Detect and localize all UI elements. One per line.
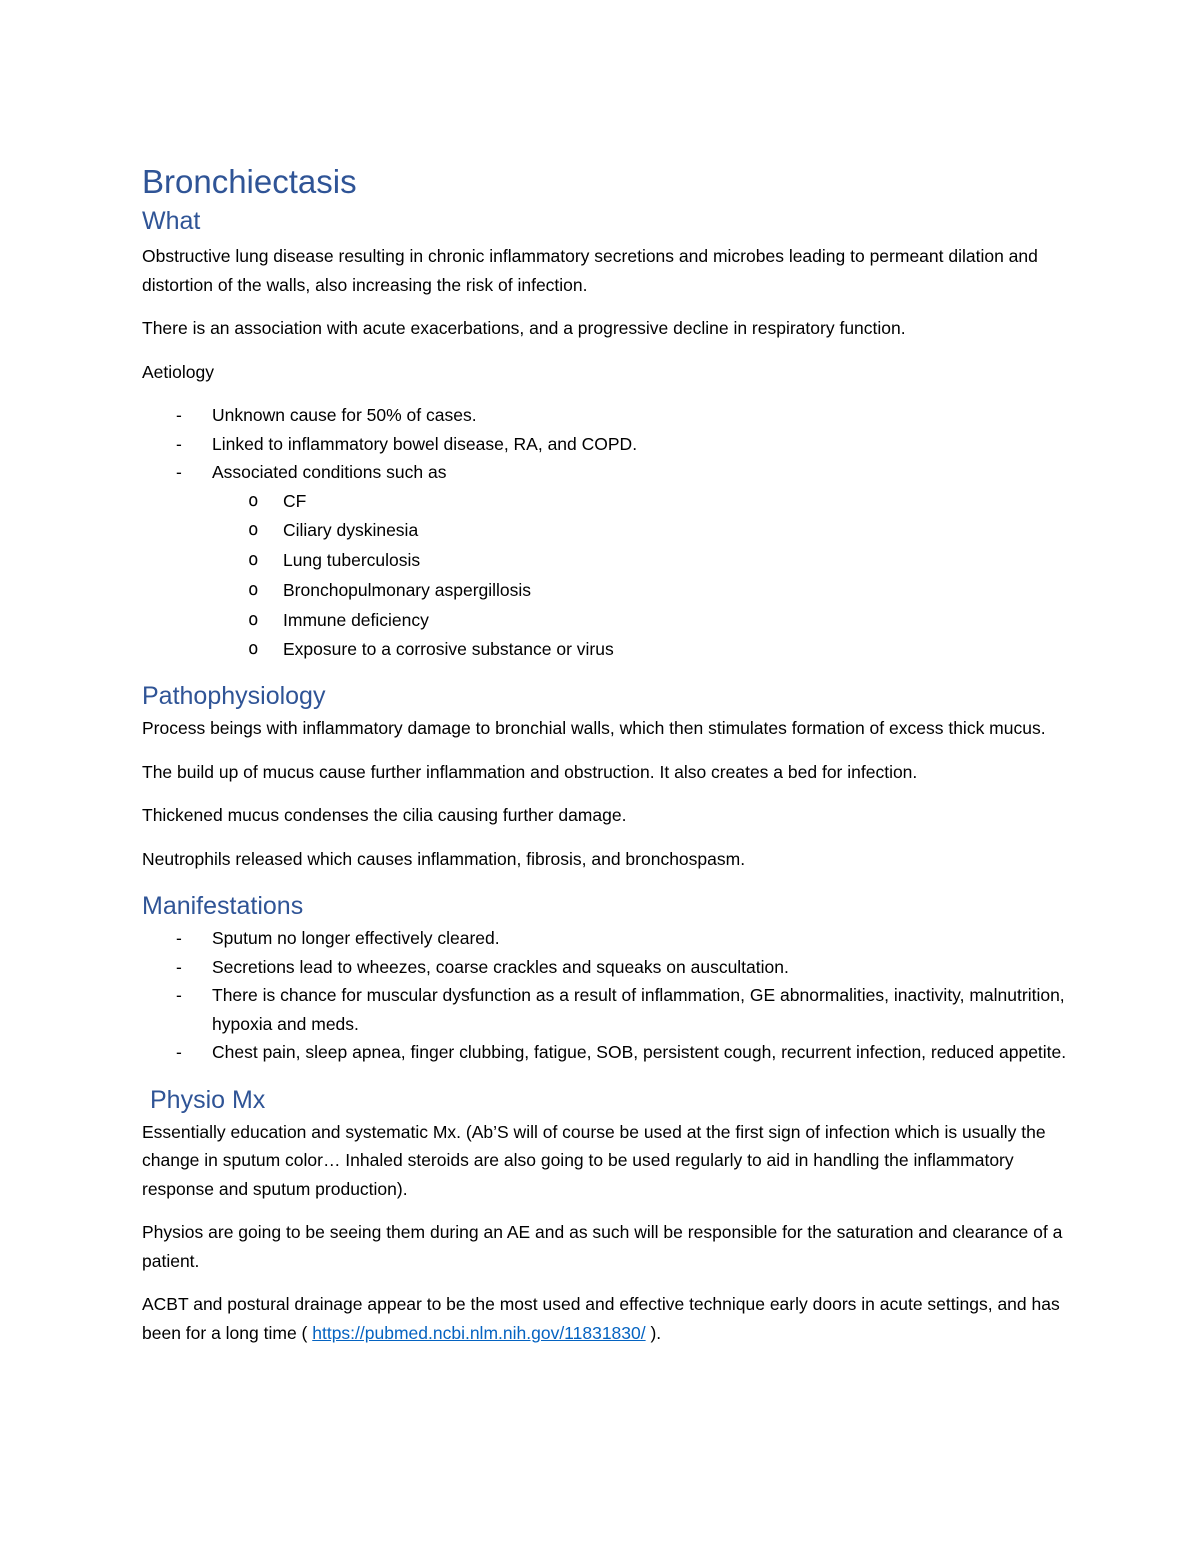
what-paragraph-1: Obstructive lung disease resulting in chronic inflammatory secretions and microbes leading to permeant dilation and distortion of the walls, also increasing the risk of infection. [142,246,1038,295]
list-item: o Exposure to a corrosive substance or virus [142,635,1072,665]
list-item: - Linked to inflammatory bowel disease, RA, and COPD. [142,430,1072,459]
list-item: o Immune deficiency [142,606,1072,636]
list-item: - Associated conditions such as o CF o Ciliary dyskinesia o Lung tuberculosis o Bronchopulmonary aspergillosis o Immune deficiency o Exposure to a corrosive substance or virus [142,458,1072,665]
list-item: - Secretions lead to wheezes, coarse crackles and squeaks on auscultation. [142,953,1072,982]
patho-paragraph-3: Thickened mucus condenses the cilia causing further damage. [142,805,627,826]
circle-bullet: o [248,490,259,511]
circle-bullet: o [248,639,259,660]
dash-bullet: - [176,462,182,482]
aetiology-label: Aetiology [142,361,214,382]
list-item: - Chest pain, sleep apnea, finger clubbing, fatigue, SOB, persistent cough, recurrent infection, reduced appetite. [142,1038,1072,1067]
circle-bullet: o [248,609,259,630]
heading-manifestations: Manifestations [142,892,304,921]
list-item: o CF [142,487,1072,517]
physio-paragraph-2: Physios are going to be seeing them during an AE and as such will be responsible for the saturation and clearance of a patient. [142,1222,1063,1271]
pubmed-link[interactable]: https://pubmed.ncbi.nlm.nih.gov/11831830/ [312,1322,646,1343]
circle-bullet: o [248,520,259,541]
what-paragraph-2: There is an association with acute exacerbations, and a progressive decline in respiratory function. [142,318,906,338]
list-item: - Unknown cause for 50% of cases. [142,401,1072,430]
dash-bullet: - [176,928,182,949]
heading-physio-mx: Physio Mx [150,1085,266,1114]
list-item: - There is chance for muscular dysfunction as a result of inflammation, GE abnormalities, inactivity, malnutrition, hypoxia and meds. [142,981,1072,1038]
dash-bullet: - [176,985,182,1006]
physio-paragraph-1: Essentially education and systematic Mx. (Ab’S will of course be used at the first sign of infection which is usually the change in sputum color… Inhaled steroids are also going to be used regularly to aid in handling the inflammatory response and sputum production). [142,1121,1046,1199]
dash-bullet: - [176,433,182,454]
circle-bullet: o [248,579,259,600]
patho-paragraph-1: Process beings with inflammatory damage to bronchial walls, which then stimulates formation of excess thick mucus. [142,718,1046,739]
manifestations-list [142,924,1072,1067]
circle-bullet: o [248,550,259,571]
aetiology-list [142,401,1072,665]
list-item: o Bronchopulmonary aspergillosis [142,576,1072,606]
document-title: Bronchiectasis [142,163,357,200]
document-body [142,160,1072,1347]
dash-bullet: - [176,1042,182,1063]
dash-bullet: - [176,405,182,425]
physio-paragraph-3-text: ACBT and postural drainage appear to be the most used and effective technique early doors in acute settings, and has been for a long time ( [142,1294,1060,1343]
physio-paragraph-3 [142,1290,1072,1347]
heading-what: What [142,207,201,235]
list-item: - Sputum no longer effectively cleared. [142,924,1072,953]
dash-bullet: - [176,956,182,977]
patho-paragraph-2: The build up of mucus cause further inflammation and obstruction. It also creates a bed for infection. [142,761,918,782]
conditions-list [142,487,1072,666]
heading-pathophysiology: Pathophysiology [142,682,326,711]
list-item: o Lung tuberculosis [142,546,1072,576]
physio-paragraph-3-tail: ). [645,1322,662,1343]
list-item: o Ciliary dyskinesia [142,516,1072,546]
patho-paragraph-4: Neutrophils released which causes inflammation, fibrosis, and bronchospasm. [142,848,746,869]
